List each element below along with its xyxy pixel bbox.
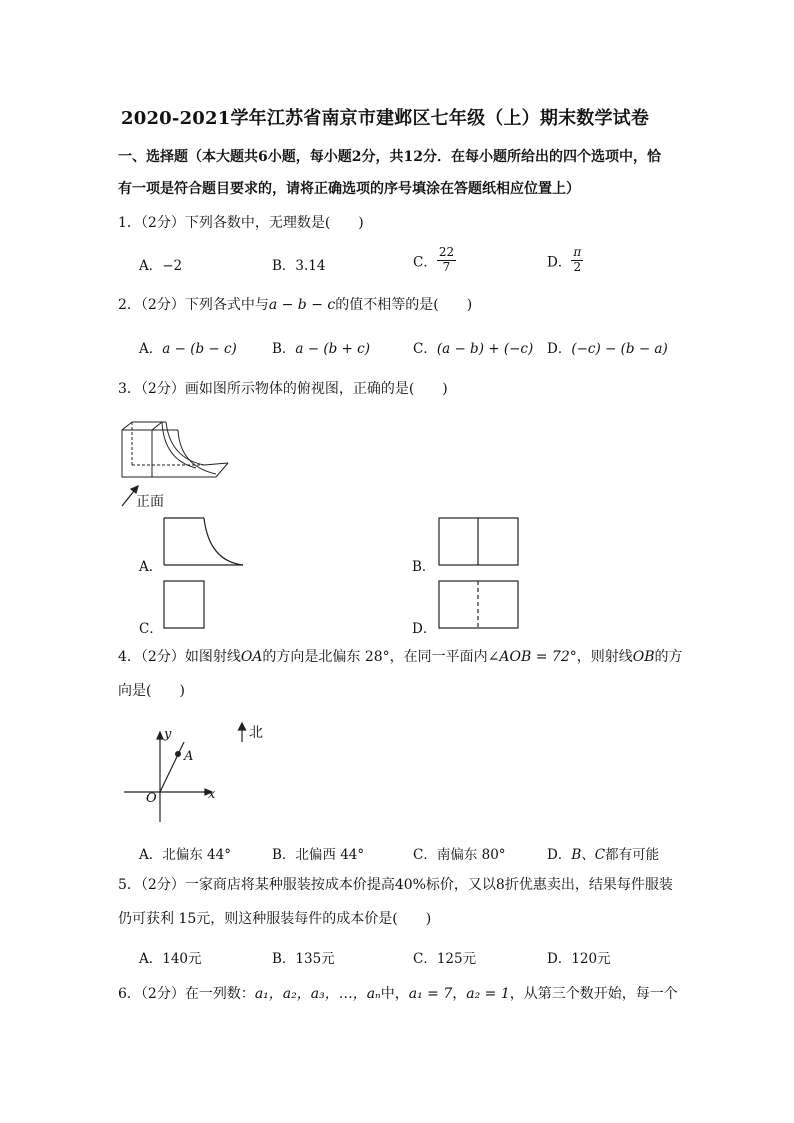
q2-stem-expr: a − b − c — [268, 297, 336, 313]
q6-cond1: a₁ = 7 — [408, 986, 453, 1002]
q4-x-label: x — [208, 787, 216, 802]
q4-stem-pre: 4．（2分）如图射线 — [118, 649, 241, 665]
q2-b-prefix: B． — [272, 341, 296, 357]
q5-stem-line2: 仍可获利 15元，则这种服装每件的成本价是( ) — [118, 911, 432, 927]
section-header-line1: 一、选择题（本大题共6小题，每小题2分，共12分．在每小题所给出的四个选项中，恰 — [118, 149, 661, 165]
q4-d-post: 都有可能 — [605, 847, 660, 863]
q1-option-c — [413, 246, 456, 275]
q4-stem-line1 — [118, 646, 683, 666]
page-title: 2020-2021学年江苏省南京市建邺区七年级（上）期末数学试卷 — [121, 108, 650, 129]
q4-option-a: A．北偏东 44° — [139, 847, 231, 863]
q3-stem: 3．（2分）画如图所示物体的俯视图，正确的是( ) — [118, 381, 448, 397]
q2-stem-post: 的值不相等的是( ) — [335, 297, 473, 313]
q1-option-a: A．−2 — [139, 258, 183, 274]
q1-stem: 1．（2分）下列各数中，无理数是( ) — [118, 215, 364, 231]
q3-option-c: C． — [139, 621, 163, 637]
q4-origin-label: O — [146, 791, 157, 806]
q4-option-b: B．北偏西 44° — [272, 847, 365, 863]
q1-option-d — [547, 246, 583, 275]
q4-d-c: C — [594, 847, 606, 863]
q2-option-a — [139, 337, 237, 357]
q3-option-a: A． — [139, 559, 163, 575]
q2-d-expr: (−c) − (b − a) — [571, 341, 668, 357]
q6-cond2: a₂ = 1 — [466, 986, 510, 1002]
q6-pre: 6．（2分）在一列数： — [118, 986, 255, 1002]
q3-option-c-figure — [163, 580, 207, 630]
q6-sep: ， — [452, 986, 467, 1002]
q1-option-b: B．3.14 — [272, 258, 326, 274]
q2-option-d — [547, 337, 668, 357]
q3-option-d-figure — [438, 580, 520, 630]
q2-a-prefix: A． — [139, 341, 163, 357]
q3-a-curve — [204, 518, 243, 565]
q4-stem-line2: 向是( ) — [118, 683, 185, 699]
q5-option-d: D．120元 — [547, 951, 611, 967]
q5-option-a: A．140元 — [139, 951, 202, 967]
section-header-line2: 有一项是符合题目要求的，请将正确选项的序号填涂在答题纸相应位置上） — [118, 181, 580, 197]
q6-post: ，从第三个数开始，每一个 — [509, 986, 678, 1002]
q2-c-prefix: C． — [413, 341, 437, 357]
q3-option-b-figure — [438, 517, 520, 567]
q6-mid: 中， — [380, 986, 409, 1002]
q6-seq: a₁，a₂，a₃，…，aₙ — [254, 986, 381, 1002]
q4-stem-post: 的方 — [654, 649, 683, 665]
q4-angle: ∠AOB = 72° — [487, 649, 577, 665]
q6-stem — [118, 983, 678, 1003]
q5-option-c: C．125元 — [413, 951, 477, 967]
q1-option-c-prefix: C． — [413, 254, 437, 271]
q3-option-d: D． — [412, 621, 437, 637]
q1-c-denominator: 7 — [442, 259, 451, 274]
q4-ray-oa — [160, 742, 184, 792]
q5-stem-line1: 5．（2分）一家商店将某种服装按成本价提高40%标价，又以8折优惠卖出，结果每件服装 — [118, 877, 673, 893]
q3-option-b: B． — [412, 559, 436, 575]
q4-d-sep: 、 — [581, 847, 595, 863]
q3-solid-front-face — [122, 430, 152, 477]
q4-north-label: 北 — [249, 725, 263, 741]
q2-option-b — [272, 337, 370, 357]
q1-d-numerator: π — [573, 245, 582, 259]
q2-stem-pre: 2．（2分）下列各式中与 — [118, 297, 269, 313]
q3-front-label: 正面 — [136, 494, 164, 510]
q2-c-expr: (a − b) + (−c) — [436, 341, 534, 357]
q3-curved-edge-front — [178, 430, 216, 474]
q4-a-label: A — [184, 749, 194, 764]
q4-y-label: y — [164, 727, 172, 742]
q1-option-d-prefix: D． — [547, 254, 572, 271]
q4-stem-mid: 的方向是北偏东 28°，在同一平面内 — [262, 649, 488, 665]
q2-option-c — [413, 337, 533, 357]
q1-d-denominator: 2 — [573, 259, 582, 274]
q2-stem — [118, 294, 472, 314]
q4-oa: OA — [240, 649, 263, 665]
q4-d-b: B — [571, 847, 582, 863]
q4-point-a — [176, 752, 181, 757]
q3-option-a-figure — [163, 517, 245, 567]
q4-option-d — [547, 843, 659, 863]
q4-d-prefix: D． — [547, 847, 572, 863]
q4-option-c: C．南偏东 80° — [413, 847, 506, 863]
q2-a-expr: a − (b − c) — [162, 341, 237, 357]
q3-curved-edge-back — [166, 422, 204, 465]
q1-c-numerator: 22 — [438, 245, 455, 259]
q2-b-expr: a − (b + c) — [295, 341, 370, 357]
q2-d-prefix: D． — [547, 341, 572, 357]
q4-stem-mid2: ，则射线 — [576, 649, 633, 665]
q4-ob: OB — [632, 649, 655, 665]
q5-option-b: B．135元 — [272, 951, 335, 967]
